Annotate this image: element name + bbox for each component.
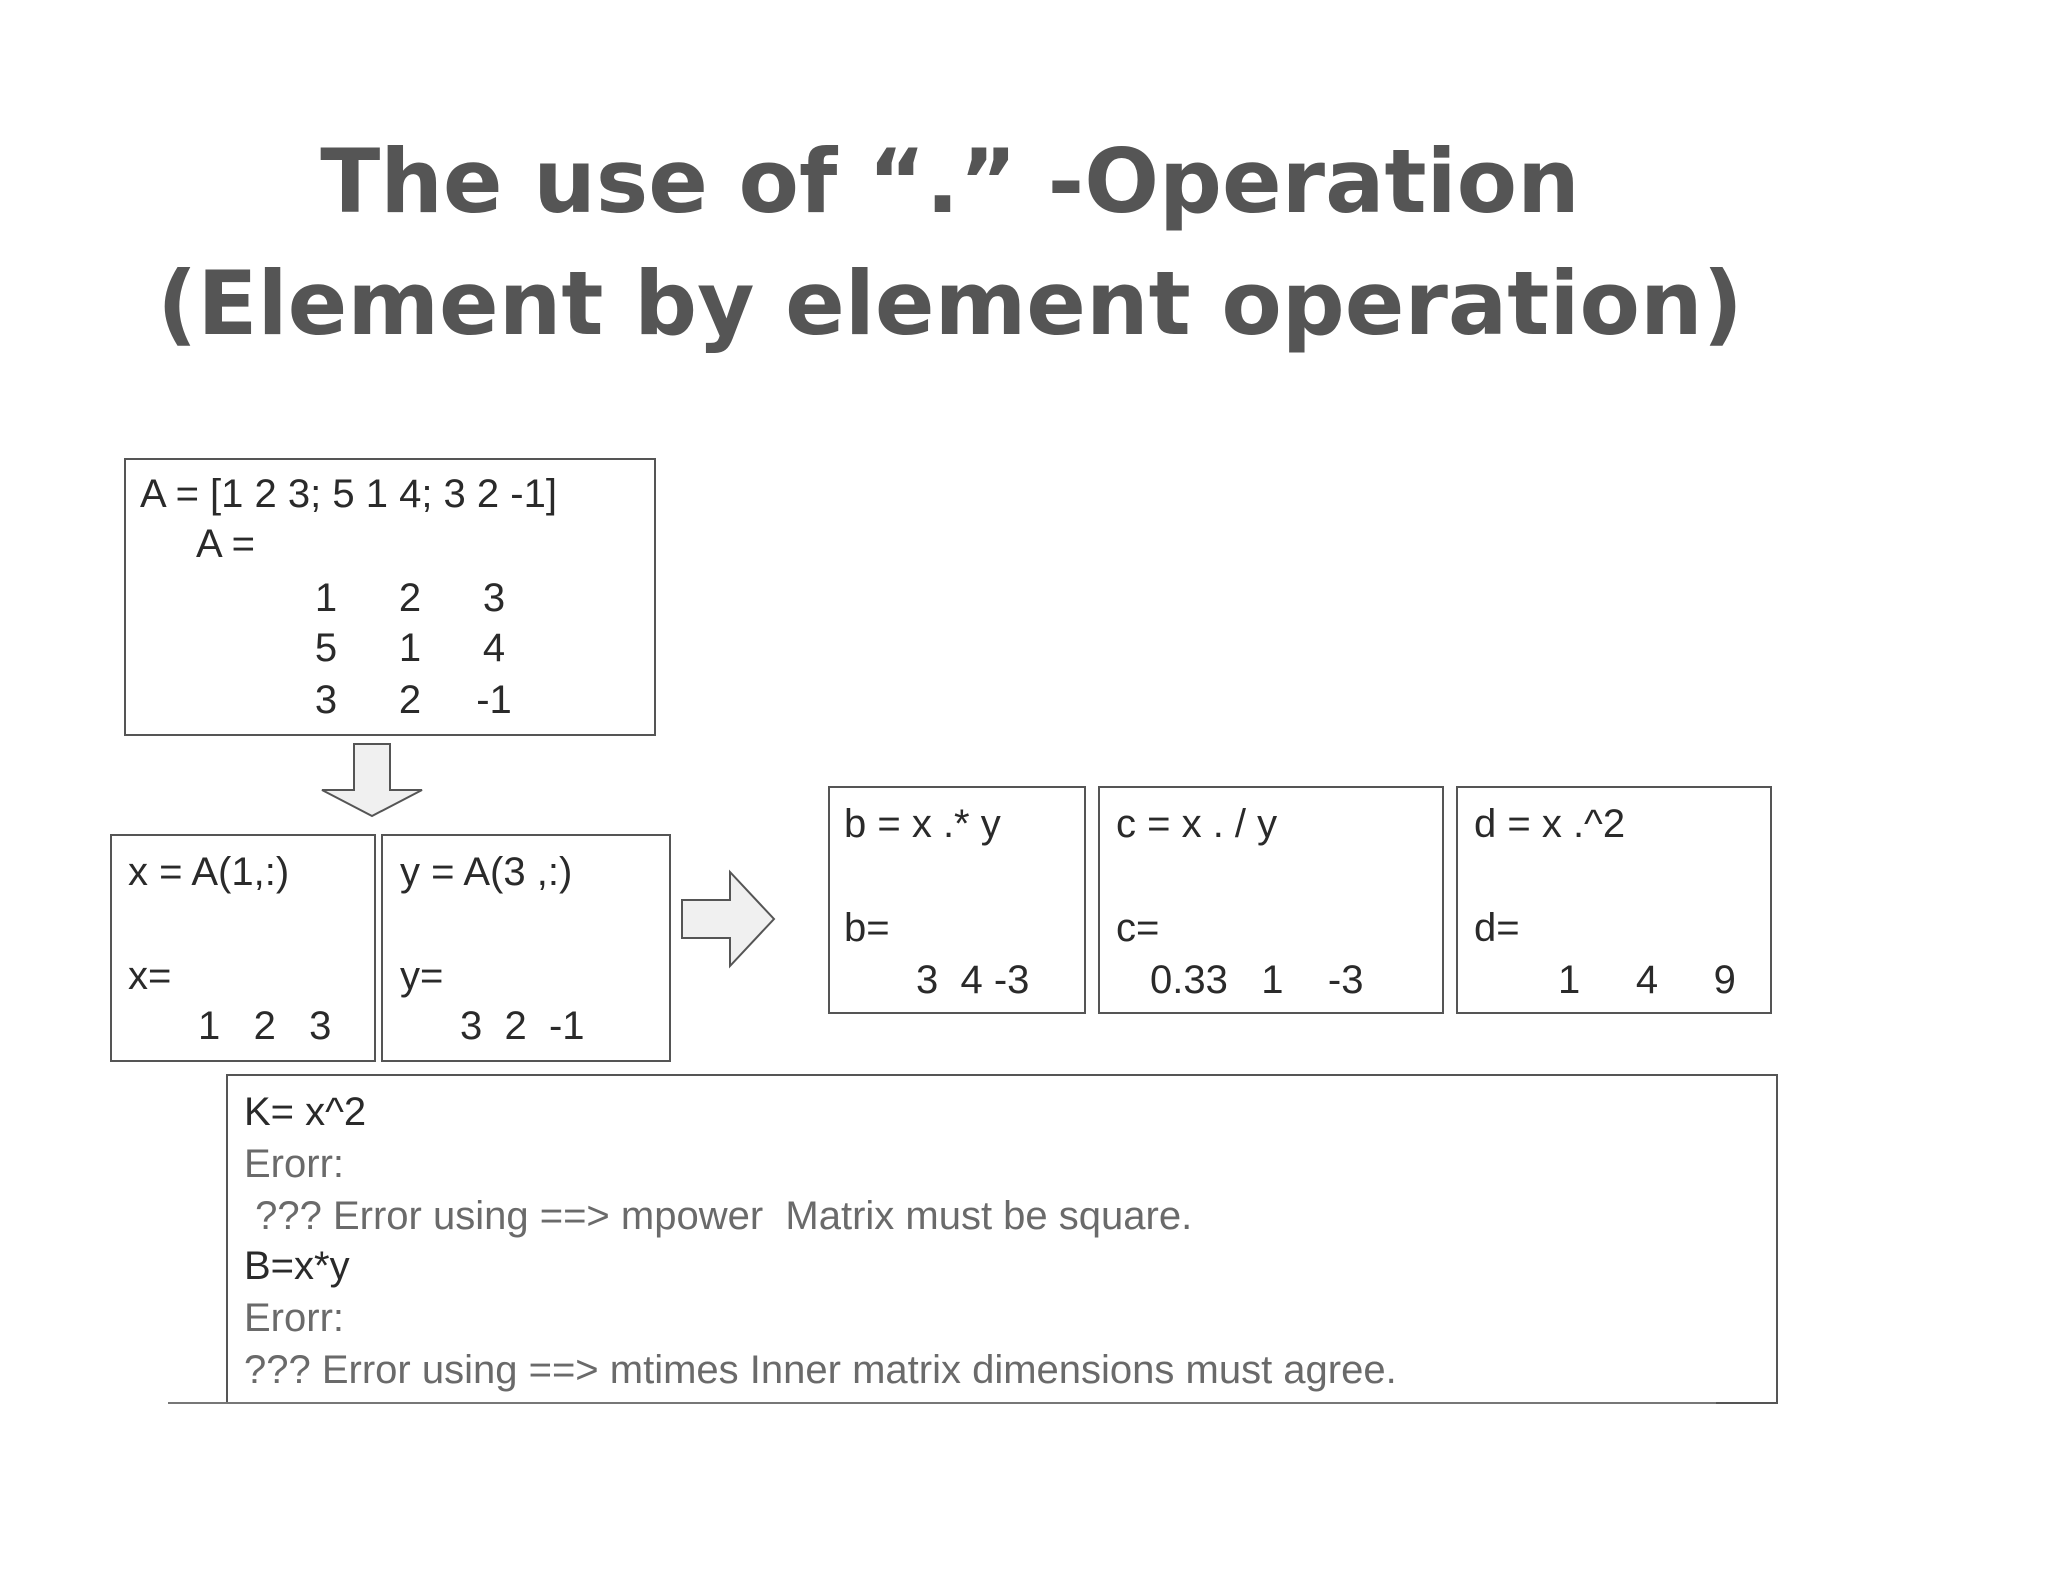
d-command: d = x .^2 xyxy=(1474,802,1626,846)
matrix-a-cell: 1 xyxy=(314,576,338,620)
b-values: 3 4 -3 xyxy=(916,958,1030,1002)
x-values: 1 2 3 xyxy=(198,1004,332,1048)
error-label-1: Erorr: xyxy=(244,1142,344,1186)
down-arrow-icon xyxy=(318,742,428,818)
error-message-2: ??? Error using ==> mtimes Inner matrix dimensions must agree. xyxy=(244,1348,1397,1392)
error-command-1: K= x^2 xyxy=(244,1090,367,1134)
matrix-a-cell: 2 xyxy=(398,576,422,620)
y-command: y = A(3 ,:) xyxy=(400,850,573,894)
error-message-1: ??? Error using ==> mpower Matrix must be square. xyxy=(244,1194,1193,1238)
d-label: d= xyxy=(1474,906,1520,950)
slide-title-line-1: The use of “.” -Operation xyxy=(320,130,1580,233)
matrix-a-label: A = xyxy=(196,522,255,566)
matrix-a-cell: 3 xyxy=(314,678,338,722)
matrix-a-cell: 5 xyxy=(314,626,338,670)
c-command: c = x . / y xyxy=(1116,802,1278,846)
error-command-2: B=x*y xyxy=(244,1244,350,1288)
matrix-a-cell: 3 xyxy=(482,576,506,620)
d-values: 1 4 9 xyxy=(1558,958,1736,1002)
matrix-a-command: A = [1 2 3; 5 1 4; 3 2 -1] xyxy=(140,472,557,516)
x-command: x = A(1,:) xyxy=(128,850,290,894)
matrix-a-cell: -1 xyxy=(476,678,512,722)
c-values: 0.33 1 -3 xyxy=(1150,958,1364,1002)
right-arrow-icon xyxy=(680,868,780,970)
divider-line xyxy=(168,1402,1716,1404)
matrix-a-cell: 2 xyxy=(398,678,422,722)
x-label: x= xyxy=(128,954,172,998)
matrix-a-cell: 1 xyxy=(398,626,422,670)
matrix-a-cell: 4 xyxy=(482,626,506,670)
b-label: b= xyxy=(844,906,890,950)
c-label: c= xyxy=(1116,906,1160,950)
slide-title-line-2: (Element by element operation) xyxy=(157,252,1743,355)
y-label: y= xyxy=(400,954,444,998)
y-values: 3 2 -1 xyxy=(460,1004,585,1048)
error-label-2: Erorr: xyxy=(244,1296,344,1340)
b-command: b = x .* y xyxy=(844,802,1001,846)
